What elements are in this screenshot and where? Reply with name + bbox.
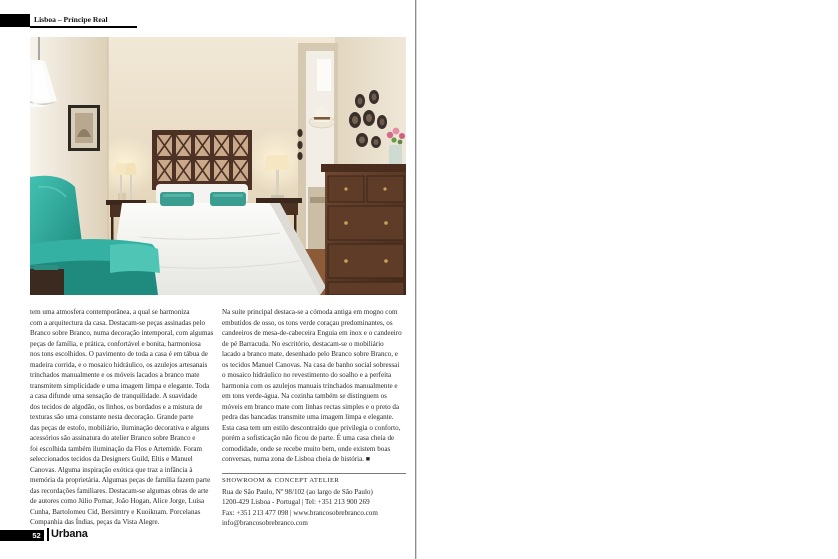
contact-divider xyxy=(222,473,406,474)
right-page[interactable] xyxy=(417,0,838,559)
article-column-right xyxy=(222,307,408,465)
text-line: memória da proprietária. Algumas peças de família fazem parte xyxy=(30,476,211,484)
text-line: dos tecidos de algodão, os linhos, os bordados e a mistura de xyxy=(30,402,203,411)
text-line: o mosaico hidráulico no revestimento do soalho e a perfeita xyxy=(222,371,392,379)
article-column-left xyxy=(30,307,216,528)
text-line: em tons verde-água. Na cozinha também se distinguem os xyxy=(222,392,387,400)
text-line: seleccionados tecidos da Designers Guild, Eltis e Manuel xyxy=(30,455,193,463)
contact-block xyxy=(222,476,408,529)
wall-picture-frame xyxy=(68,105,100,151)
text-line: madeira corrida, e o mosaico hidráulico, os azulejos artesanais xyxy=(30,360,208,369)
text-line: Companhia das Índias, peças da Vista Alegre. xyxy=(30,518,160,526)
text-line: com a arquitectura da casa. Destacam-se peças assinadas pelo xyxy=(30,318,206,327)
text-line: tem uma atmosfera contemporânea, a qual se harmoniza xyxy=(30,308,190,316)
text-line: transmitem simplicidade e uma imagem limpa e elegante. Toda xyxy=(30,381,210,390)
dresser xyxy=(321,164,406,295)
section-title: Lisboa – Príncipe Real xyxy=(34,15,108,24)
text-line: porém a sofisticação não ficou de parte. É uma casa cheia de xyxy=(222,434,395,442)
side-table-books xyxy=(30,265,64,295)
text-line: Esta casa tem um estilo descontraído que privilegia o conforto, xyxy=(222,423,401,432)
text-line: nos tons escolhidos. O pavimento de toda a casa é em tábua de xyxy=(30,350,208,358)
text-line: Cunha, Bartolomeu Cid, Bersimtry e Kuoiknam. Porcelanas xyxy=(30,507,201,516)
text-line: foi escolhida também iluminação da Flos e Artemide. Foram xyxy=(30,444,202,453)
contact-address: Rua de São Paulo, Nº 98/102 (ao largo de São Paulo) xyxy=(222,487,373,496)
text-line: conversas, numa zona de Lisboa cheia de história. ■ xyxy=(222,455,371,463)
section-header-rule xyxy=(30,26,137,28)
text-line: de autores como Júlio Pomar, João Hogan, Alice Jorge, Luísa xyxy=(30,497,205,505)
text-line: Na suíte principal destaca-se a cómoda antiga em mogno com xyxy=(222,308,398,316)
headboard xyxy=(152,130,252,190)
text-line: acessórios são assinatura do atelier Branco sobre Branco e xyxy=(30,434,196,442)
page-number: 52 xyxy=(32,531,41,540)
text-line: candeeiros de mesa-de-cabeceira Enguia em inox e o candeeiro xyxy=(222,329,402,337)
bedroom-photo xyxy=(30,37,406,295)
text-line: das peças de estofo, mobiliário, iluminação decorativa e alguns xyxy=(30,423,210,432)
text-line: pedra das bancadas transmite uma imagem limpa e elegante. xyxy=(222,413,394,421)
contact-city-phone: 1200-429 Lisboa - Portugal | Tel: +351 213 900 269 xyxy=(222,498,370,507)
contact-email: info@brancosobrebranco.com xyxy=(222,519,308,528)
text-line: harmonia com os azulejos manuais trinchados manualmente e xyxy=(222,381,398,390)
text-line: Canovas. Alguma inspiração exótica que traz a infância à xyxy=(30,465,193,474)
text-line: lacado a branco mate, desenhado pelo Branco sobre Branco, e xyxy=(222,350,398,358)
text-line: trinchados manualmente e os móveis lacados a branco mate xyxy=(30,371,200,379)
contact-heading: SHOWROOM & CONCEPT ATELIER xyxy=(222,477,340,484)
text-line: os tecidos Manuel Canovas. Na casa de banho social sobressai xyxy=(222,360,400,369)
text-line: peças de família, e prática, confortável e bonita, harmoniosa xyxy=(30,339,201,348)
door-wall-plates xyxy=(297,129,302,160)
text-line: de pé Barracuda. No escritório, destacam-se o mobiliário xyxy=(222,339,384,348)
contact-fax-website: Fax: +351 213 477 098 | www.brancosobrebranco.com xyxy=(222,508,378,517)
text-line: das recordações familiares. Destacam-se algumas obras de arte xyxy=(30,486,209,495)
magazine-logo: Urbana xyxy=(47,528,88,541)
text-line: comodidade, onde se recebe muito bem, onde existem boas xyxy=(222,444,391,453)
text-line: móveis em branco mate com linhas rectas simples e o preto da xyxy=(222,402,400,411)
left-page[interactable] xyxy=(0,0,415,559)
section-header-bar xyxy=(0,14,30,27)
text-line: a casa difunde uma sensação de tranquilidade. A suavidade xyxy=(30,392,198,400)
text-line: embutidos de osso, os tons verde coraçau predominantes, os xyxy=(222,318,393,327)
text-line: Branco sobre Branco, numa decoração intemporal, com algumas xyxy=(30,329,214,337)
text-line: texturas são uma constante nesta decoração. Grande parte xyxy=(30,413,194,421)
